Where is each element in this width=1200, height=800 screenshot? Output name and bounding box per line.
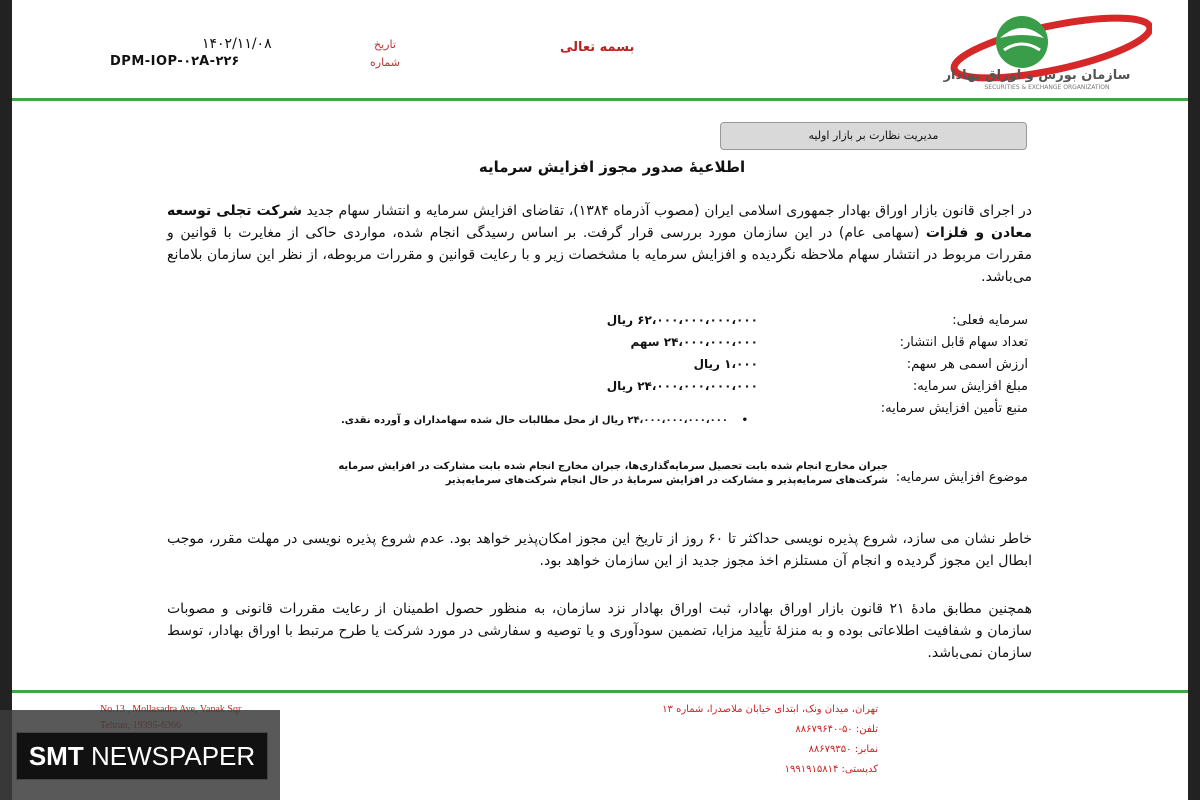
watermark-logo: [16, 732, 268, 780]
left-frame-border: [0, 0, 12, 800]
subject-label: موضوع افزایش سرمایه:: [895, 470, 1028, 485]
org-name-en: SECURITIES & EXCHANGE ORGANIZATION: [984, 84, 1110, 91]
document-title: اطلاعیهٔ صدور مجوز افزایش سرمایه: [478, 158, 746, 176]
footer-postal: کدپستی: ۱۹۹۱۹۱۵۸۱۴: [784, 764, 878, 775]
spec-label-current-capital: سرمایه فعلی:: [952, 313, 1028, 328]
department-box: مدیریت نظارت بر بازار اولیه: [720, 122, 1027, 150]
watermark-overlay: [0, 710, 280, 800]
spec-value-shares: ۲۴،۰۰۰،۰۰۰،۰۰۰ سهم: [630, 335, 758, 349]
date-label: تاریخ: [374, 38, 396, 51]
source-text: ۲۴،۰۰۰،۰۰۰،۰۰۰،۰۰۰ ریال از محل مطالبات حال شده سهامداران و آورده نقدی.: [340, 415, 728, 426]
intro-paragraph: [167, 200, 1032, 288]
spec-value-nominal: ۱،۰۰۰ ریال: [693, 357, 758, 371]
spec-value-increase: ۲۴،۰۰۰،۰۰۰،۰۰۰،۰۰۰ ریال: [606, 379, 758, 393]
footer-address-fa: تهران، میدان ونک، ابتدای خیابان ملاصدرا، شماره ۱۳: [662, 704, 878, 715]
watermark-brand-a: SMT: [28, 741, 84, 771]
intro-part1: در اجرای قانون بازار اوراق بهادار جمهوری اسلامی ایران (مصوب آذرماه ۱۳۸۴)، تقاضای افزایش سرمایه و انتشار سهام جدید: [306, 203, 1033, 219]
footer-divider: [12, 690, 1188, 693]
closing-paragraph-2: همچنین مطابق مادهٔ ۲۱ قانون بازار اوراق بهادار، ثبت اوراق بهادار نزد سازمان، به منظور حصول اطمینان از رعایت مقررات قانونی و مصوبات سازمان و شفافیت اطلاعاتی بوده و به منزلهٔ تأیید مزایا، تضمین سودآوری و یا توصیه و سفارشی در مورد شرکت یا طرح مرتبط با اوراق بهادار، توسط سازمان نمی‌باشد.: [167, 601, 1032, 661]
spec-label-increase: مبلغ افزایش سرمایه:: [912, 379, 1028, 394]
footer-fax: نمابر: ۸۸۶۷۹۳۵۰: [808, 744, 878, 755]
letter-number: DPM-IOP-۰۲A-۲۲۶: [110, 54, 240, 69]
number-label: شماره: [370, 56, 401, 69]
spec-label-shares: تعداد سهام قابل انتشار:: [899, 335, 1028, 350]
spec-label-nominal: ارزش اسمی هر سهم:: [906, 357, 1028, 372]
letter-page: [12, 0, 1188, 800]
closing-paragraph-1: خاطر نشان می سازد، شروع پذیره نویسی حداکثر تا ۶۰ روز از تاریخ این مجوز امکان‌پذیر خواهد بود. عدم شروع پذیره نویسی در مهلت مقرر، موجب ابطال این مجوز گردیده و انجام آن مستلزم اخذ مجوز جدید از این سازمان خواهد بود.: [167, 531, 1032, 569]
right-frame-border: [1188, 0, 1200, 800]
subject-text: جبران مخارج انجام شده بابت تحصیل سرمایه‌گذاری‌ها، جبران مخارج انجام شده بابت مشارکت در افزایش سرمایه شرکت‌های سرمایه‌پذیر و مشارکت در افزایش سرمایهٔ در حال انجام شرکت‌های سرمایه‌پذیر: [338, 461, 888, 486]
source-bullet: •: [741, 415, 748, 426]
spec-value-current-capital: ۶۲،۰۰۰،۰۰۰،۰۰۰،۰۰۰ ریال: [606, 313, 758, 327]
intro-part2: (سهامی عام) در این سازمان مورد بررسی قرار گرفت. بر اساس رسیدگی انجام شده، مواردی حاکی از مغایرت با قوانین و مقررات مربوط در انتشار سهام ملاحظه نگردیده و افزایش سرمایه با مشخصات زیر و با رعایت قوانین و مقررات مربوطه، از نظر این سازمان بلامانع می‌باشد.: [167, 225, 1032, 285]
org-name-fa: سازمان بورس و اوراق بهادار: [943, 68, 1131, 83]
bismillah-heading: بسمه تعالی: [560, 40, 635, 55]
footer-phone: تلفن: ۵۰-۸۸۶۷۹۶۴۰: [795, 724, 878, 735]
header-divider: [12, 98, 1188, 101]
watermark-brand-b: NEWSPAPER: [90, 741, 256, 771]
letter-date: ۱۴۰۲/۱۱/۰۸: [202, 36, 272, 52]
company-name: شرکت تجلی توسعه معادن و فلزات: [167, 203, 1032, 241]
source-label: منبع تأمین افزایش سرمایه:: [880, 401, 1028, 416]
watermark-text: [17, 733, 267, 779]
